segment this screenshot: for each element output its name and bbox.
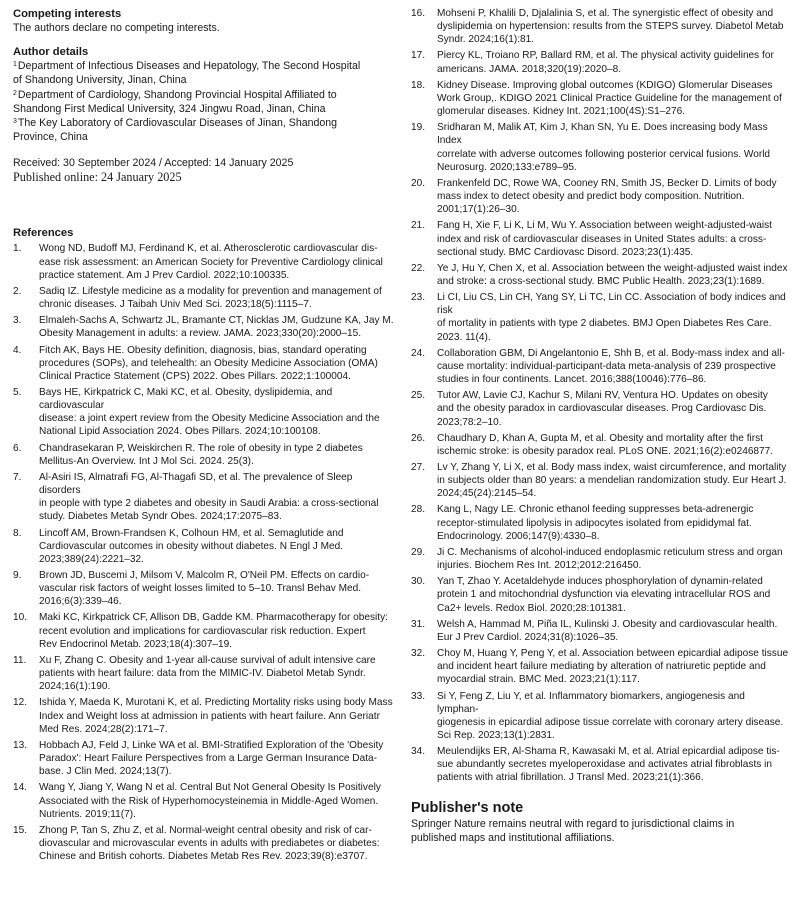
reference-number: 23.	[411, 292, 426, 304]
text-line: ischemic stroke: is obesity paradox real. PLoS ONE. 2021;16(2):e0246877.	[437, 445, 774, 457]
text-line: Tutor AW, Lavie CJ, Kachur S, Milani RV, Ventura HO. Updates on obesity	[437, 390, 768, 402]
text-line: disease: a joint expert review from the Obesity Medicine Association and the	[39, 413, 380, 425]
text-line: practice statement. Am J Prev Cardiol. 2022;10:100335.	[39, 269, 290, 281]
text-line: Clinical Practice Statement (CPS) 2022. Obes Pillars. 2022;1:100004.	[39, 370, 351, 382]
reference-item	[13, 242, 396, 281]
reference-item	[411, 7, 789, 46]
text-line: Sadiq IZ. Lifestyle medicine as a modality for prevention and management of	[39, 285, 382, 297]
text-line: dyslipidemia on hypertension: results from the STEPS survey. Diabetol Metab	[437, 21, 784, 33]
text-line: Zhong P, Tan S, Zhu Z, et al. Normal-weight central obesity and risk of car-	[39, 824, 372, 836]
reference-number: 31.	[411, 618, 426, 630]
text-line: Index and Weight loss at admission in patients with heart failure. Ann Geriatr	[39, 710, 380, 722]
text-line: Chandrasekaran P, Weiskirchen R. The role of obesity in type 2 diabetes	[39, 442, 363, 454]
affiliation-number: 2	[13, 89, 17, 97]
text-line: Fang H, Xie F, Li K, Li M, Wu Y. Association between weight-adjusted-waist	[437, 220, 772, 232]
reference-item	[411, 347, 789, 386]
department-affiliation	[13, 116, 396, 144]
text-line: Wong ND, Budoff MJ, Ferdinand K, et al. Atherosclerotic cardiovascular dis-	[39, 243, 378, 255]
text-line: Mellitus-An Overview. Int J Mol Sci. 2024. 25(3).	[39, 455, 254, 467]
reference-number: 20.	[411, 177, 426, 189]
reference-number: 22.	[411, 262, 426, 274]
text-line: base. J Clin Med. 2024;13(7).	[39, 766, 172, 778]
text-line: Springer Nature remains neutral with regard to jurisdictional claims in	[411, 817, 735, 830]
text-line: The Key Laboratory of Cardiovascular Diseases of Jinan, Shandong	[17, 117, 338, 130]
reference-number: 29.	[411, 546, 426, 558]
text-line: Department of Cardiology, Shandong Provincial Hospital Affiliated to	[17, 88, 337, 101]
text-line: patients with atrial fibrillation. J Transl Med. 2023;21(1):366.	[437, 772, 704, 784]
reference-number: 16.	[411, 8, 426, 19]
reference-item	[13, 471, 396, 524]
text-line: Chinese and British cohorts. Diabetes Metab Res Rev. 2023;39(8):e3707.	[39, 851, 368, 863]
affiliation-number: 3	[13, 118, 17, 126]
reference-number: 14.	[13, 782, 28, 794]
reference-item	[13, 824, 396, 863]
reference-item	[411, 389, 789, 428]
text-line: Bays HE, Kirkpatrick C, Maki KC, et al. Obesity, dyslipidemia, and cardiovascular	[39, 386, 333, 412]
reference-number: 18.	[411, 79, 426, 91]
reference-item	[411, 618, 789, 644]
reference-number: 5.	[13, 386, 22, 398]
text-line: protein 1 and mitochondrial dysfunction via elevating intracellular ROS and	[437, 589, 771, 601]
text-line: Yan T, Zhao Y. Acetaldehyde induces phosphorylation of dynamin-related	[437, 576, 763, 588]
text-line: Province, China	[13, 131, 88, 144]
reference-number: 12.	[13, 697, 28, 709]
text-line: Syndr. 2024;16(1):81.	[437, 34, 535, 46]
text-line: Lv Y, Zhang Y, Li X, et al. Body mass index, waist circumference, and mortality	[437, 462, 787, 473]
text-line: mass index to detect obesity and predict body composition. Nutrition.	[437, 191, 745, 203]
text-line: of Shandong University, Jinan, China	[13, 74, 187, 87]
text-line: Nutrients. 2019;11(7).	[39, 808, 136, 820]
reference-item	[411, 745, 789, 784]
publishers-note-heading: Publisher's note	[411, 799, 524, 816]
reference-item	[411, 219, 789, 258]
text-line: Li CI, Liu CS, Lin CH, Yang SY, Li TC, Lin CC. Association of body indices and risk	[437, 292, 786, 317]
text-line: Eur J Prev Cardiol. 2024;31(8):1026–35.	[437, 631, 619, 643]
reference-item	[411, 432, 789, 458]
text-line: study. Diabetes Metab Syndr Obes. 2024;17:2075–83.	[39, 511, 282, 523]
text-line: vascular risk factors of weight losses limited to 5–10. Transl Behav Med.	[39, 583, 362, 595]
text-line: Lincoff AM, Brown-Frandsen K, Colhoun HM, et al. Semaglutide and	[39, 527, 344, 539]
text-line: giogenesis in epicardial adipose tissue correlate with coronary artery disease.	[437, 716, 784, 728]
text-line: Frankenfeld DC, Rowe WA, Cooney RN, Smith JS, Becker D. Limits of body	[437, 177, 777, 189]
reference-number: 2.	[13, 285, 22, 297]
reference-number: 13.	[13, 739, 28, 751]
reference-number: 9.	[13, 570, 22, 582]
reference-number: 33.	[411, 690, 426, 702]
text-line: Rev Endocrinol Metab. 2023;18(4):307–19.	[39, 638, 233, 650]
text-line: 2023;389(24):2221–32.	[39, 553, 144, 565]
text-line: and stroke: a cross-sectional study. BMC Public Health. 2023;23(1):1689.	[437, 275, 765, 287]
text-line: Ca2+ levels. Redox Biol. 2020;28:101381.	[437, 602, 626, 614]
references-list-left	[13, 242, 396, 863]
text-line: Cardiovascular outcomes in obesity without diabetes. N Engl J Med.	[39, 540, 344, 552]
reference-number: 3.	[13, 315, 22, 327]
reference-item	[411, 121, 789, 174]
text-line: patients with heart failure: data from the MIMIC-IV. Diabetol Metab Syndr.	[39, 668, 366, 680]
text-line: injuries. Biochem Res Int. 2012;2012:216450.	[437, 560, 642, 572]
text-line: Ji C. Mechanisms of alcohol-induced endoplasmic reticulum stress and organ	[437, 546, 783, 558]
text-line: Shandong First Medical University, 324 Jingwu Road, Jinan, China	[13, 102, 326, 115]
published-online-date: Published online: 24 January 2025	[13, 170, 182, 185]
reference-item	[13, 386, 396, 439]
reference-item	[411, 461, 789, 500]
reference-number: 30.	[411, 576, 426, 588]
reference-number: 27.	[411, 462, 426, 473]
reference-item	[411, 49, 789, 75]
text-line: Med Res. 2024;28(2):171–7.	[39, 723, 168, 735]
reference-item	[411, 79, 789, 118]
text-line: 2001;17(1):26–30.	[437, 204, 520, 216]
reference-item	[13, 611, 396, 650]
reference-item	[13, 285, 396, 311]
reference-item	[13, 781, 396, 820]
reference-item	[13, 527, 396, 566]
reference-item	[13, 569, 396, 608]
reference-item	[411, 503, 789, 542]
received-accepted-dates: Received: 30 September 2024 / Accepted: 14 January 2025	[13, 157, 294, 170]
reference-number: 32.	[411, 648, 426, 660]
affiliation-number: 1	[13, 61, 17, 69]
text-line: National Lipid Association 2024. Obes Pillars. 2024;10:100108.	[39, 426, 321, 438]
author-departments	[13, 59, 396, 144]
reference-number: 10.	[13, 612, 28, 624]
text-line: sue abundantly secretes myeloperoxidase and activates atrial fibroblasts in	[437, 759, 772, 771]
reference-item	[411, 690, 789, 743]
text-line: Choy M, Huang Y, Peng Y, et al. Association between epicardial adipose tissue	[437, 648, 789, 660]
text-line: of mortality in patients with type 2 diabetes. BMJ Open Diabetes Res Care.	[437, 318, 772, 330]
reference-number: 34.	[411, 746, 426, 758]
department-affiliation	[13, 59, 396, 87]
text-line: 2023. 11(4).	[437, 331, 491, 343]
references-list-right	[411, 7, 789, 785]
text-line: Obesity Management in adults: a review. JAMA. 2023;330(20):2000–15.	[39, 328, 362, 340]
text-line: Maki KC, Kirkpatrick CF, Allison DB, Gadde KM. Pharmacotherapy for obesity:	[39, 612, 388, 624]
text-line: studies in four continents. Lancet. 2016;388(10046):776–86.	[437, 374, 707, 386]
text-line: 2024;16(1):190.	[39, 681, 111, 693]
text-line: Hobbach AJ, Feld J, Linke WA et al. BMI-Stratified Exploration of the 'Obesity	[39, 739, 384, 751]
text-line: Brown JD, Buscemi J, Milsom V, Malcolm R, O'Neil PM. Effects on cardio-	[39, 570, 370, 582]
right-column	[411, 7, 789, 845]
text-line: Meulendijks ER, Al-Shama R, Kawasaki M, et al. Atrial epicardial adipose tis-	[437, 746, 780, 758]
reference-number: 8.	[13, 527, 22, 539]
text-line: cause mortality: individual-participant-data meta-analysis of 239 prospective	[437, 360, 776, 372]
reference-number: 11.	[13, 654, 27, 666]
text-line: Ishida Y, Maeda K, Murotani K, et al. Predicting Mortality risks using body Mass	[39, 697, 393, 709]
reference-item	[411, 575, 789, 614]
reference-item	[13, 739, 396, 778]
reference-number: 15.	[13, 824, 28, 836]
author-details-heading: Author details	[13, 46, 89, 59]
text-line: Fitch AK, Bays HE. Obesity definition, diagnosis, bias, standard operating	[39, 344, 367, 356]
text-line: Department of Infectious Diseases and Hepatology, The Second Hospital	[17, 60, 361, 73]
reference-item	[411, 546, 789, 572]
reference-number: 1.	[13, 243, 22, 255]
text-line: Paradox': Heart Failure Perspectives from a Large German Insurance Data-	[39, 753, 377, 765]
text-line: glomerular diseases. Kidney Int. 2021;100(4S):S1–276.	[437, 106, 686, 118]
publishers-note-text	[411, 817, 789, 845]
left-column	[13, 7, 396, 866]
text-line: Sridharan M, Malik AT, Kim J, Khan SN, Yu E. Does increasing body Mass Index	[437, 122, 768, 147]
competing-interests-text: The authors declare no competing interests.	[13, 22, 220, 34]
text-line: Wang Y, Jiang Y, Wang N et al. Central But Not General Obesity Is Positively	[39, 782, 381, 794]
text-line: Associated with the Risk of Hyperhomocysteinemia in Middle-Aged Women.	[39, 795, 379, 807]
reference-item	[13, 442, 396, 468]
text-line: in people with type 2 diabetes and obesity in Saudi Arabia: a cross-sectional	[39, 498, 379, 510]
text-line: Work Group,. KDIGO 2021 Clinical Practice Guideline for the management of	[437, 92, 782, 104]
text-line: and incident heart failure mediating by alteration of natriuretic peptide and	[437, 661, 766, 673]
references-heading: References	[13, 227, 74, 240]
text-line: published maps and institutional affiliations.	[411, 831, 615, 844]
text-line: correlate with adverse outcomes following posterior cervical fusions. World	[437, 148, 771, 160]
text-line: Mohseni P, Khalili D, Djalalinia S, et al. The synergistic effect of obesity and	[437, 8, 774, 19]
text-line: Xu F, Zhang C. Obesity and 1-year all-cause survival of adult intensive care	[39, 654, 376, 666]
text-line: Kidney Disease. Improving global outcomes (KDIGO) Glomerular Diseases	[437, 79, 773, 91]
text-line: Collaboration GBM, Di Angelantonio E, Shh B, et al. Body-mass index and all-	[437, 347, 785, 359]
reference-number: 25.	[411, 390, 426, 402]
text-line: diovascular and microvascular events in adults with prediabetes or diabetes:	[39, 837, 380, 849]
text-line: receptor-stimulated lipolysis in adipocytes isolated from epididymal fat.	[437, 517, 752, 529]
reference-number: 21.	[411, 220, 426, 232]
reference-item	[411, 177, 789, 216]
reference-item	[411, 291, 789, 344]
reference-item	[13, 314, 396, 340]
text-line: Sci Rep. 2023;13(1):2831.	[437, 729, 555, 741]
reference-number: 6.	[13, 442, 22, 454]
reference-item	[411, 262, 789, 288]
text-line: Si Y, Feng Z, Liu Y, et al. Inflammatory biomarkers, angiogenesis and lymphan-	[437, 690, 745, 715]
text-line: chronic diseases. J Taibah Univ Med Sci. 2023;18(5):1115–7.	[39, 299, 312, 311]
reference-item	[13, 696, 396, 735]
text-line: Kang L, Nagy LE. Chronic ethanol feeding suppresses beta-adrenergic	[437, 504, 754, 516]
text-line: americans. JAMA. 2018;320(19):2020–8.	[437, 63, 622, 75]
text-line: Al-Asiri IS, Almatrafi FG, Al-Thagafi SD, et al. The prevalence of Sleep disorders	[39, 471, 353, 497]
text-line: Welsh A, Hammad M, Piña IL, Kulinski J. Obesity and cardiovascular health.	[437, 618, 778, 630]
text-line: index and risk of cardiovascular diseases in United States adults: a cross-	[437, 233, 767, 245]
text-line: 2024;45(24):2145–54.	[437, 488, 537, 500]
reference-number: 28.	[411, 504, 426, 516]
text-line: Ye J, Hu Y, Chen X, et al. Association between the weight-adjusted waist index	[437, 262, 788, 274]
publishers-note-paragraph	[411, 817, 789, 845]
text-line: Neurosurg. 2020;133:e789–95.	[437, 161, 577, 173]
text-line: and the obesity paradox in cardiovascular diseases. Prog Cardiovasc Dis.	[437, 403, 767, 415]
reference-number: 19.	[411, 122, 426, 134]
reference-item	[13, 654, 396, 693]
competing-interests-heading: Competing interests	[13, 8, 122, 20]
text-line: myocardial strain. BMC Med. 2023;21(1):117.	[437, 674, 640, 686]
reference-number: 24.	[411, 347, 426, 359]
reference-item	[411, 647, 789, 686]
text-line: Elmaleh-Sachs A, Schwartz JL, Bramante CT, Nicklas JM, Gudzune KA, Jay M.	[39, 315, 394, 327]
text-line: 2016;6(3):339–46.	[39, 596, 122, 608]
reference-item	[13, 344, 396, 383]
reference-number: 26.	[411, 432, 426, 444]
text-line: recent evolution and implications for cardiovascular risk reduction. Expert	[39, 625, 366, 637]
text-line: procedures (SOPs), and telehealth: an Obesity Medicine Association (OMA)	[39, 357, 378, 369]
text-line: sectional study. BMC Cardiovasc Disord. 2023;23(1):435.	[437, 246, 694, 258]
reference-number: 4.	[13, 344, 22, 356]
department-affiliation	[13, 88, 396, 116]
text-line: ease risk assessment: an American Society for Preventive Cardiology clinical	[39, 256, 383, 268]
text-line: Piercy KL, Troiano RP, Ballard RM, et al. The physical activity guidelines for	[437, 50, 774, 62]
text-line: 2023;78:2–10.	[437, 416, 502, 428]
reference-number: 17.	[411, 50, 426, 62]
text-line: Chaudhary D, Khan A, Gupta M, et al. Obesity and mortality after the first	[437, 432, 763, 444]
text-line: in subjects older than 80 years: a mendelian randomization study. Eur Heart J.	[437, 475, 787, 487]
text-line: Endocrinology. 2006;147(9):4330–8.	[437, 530, 600, 542]
reference-number: 7.	[13, 471, 22, 483]
